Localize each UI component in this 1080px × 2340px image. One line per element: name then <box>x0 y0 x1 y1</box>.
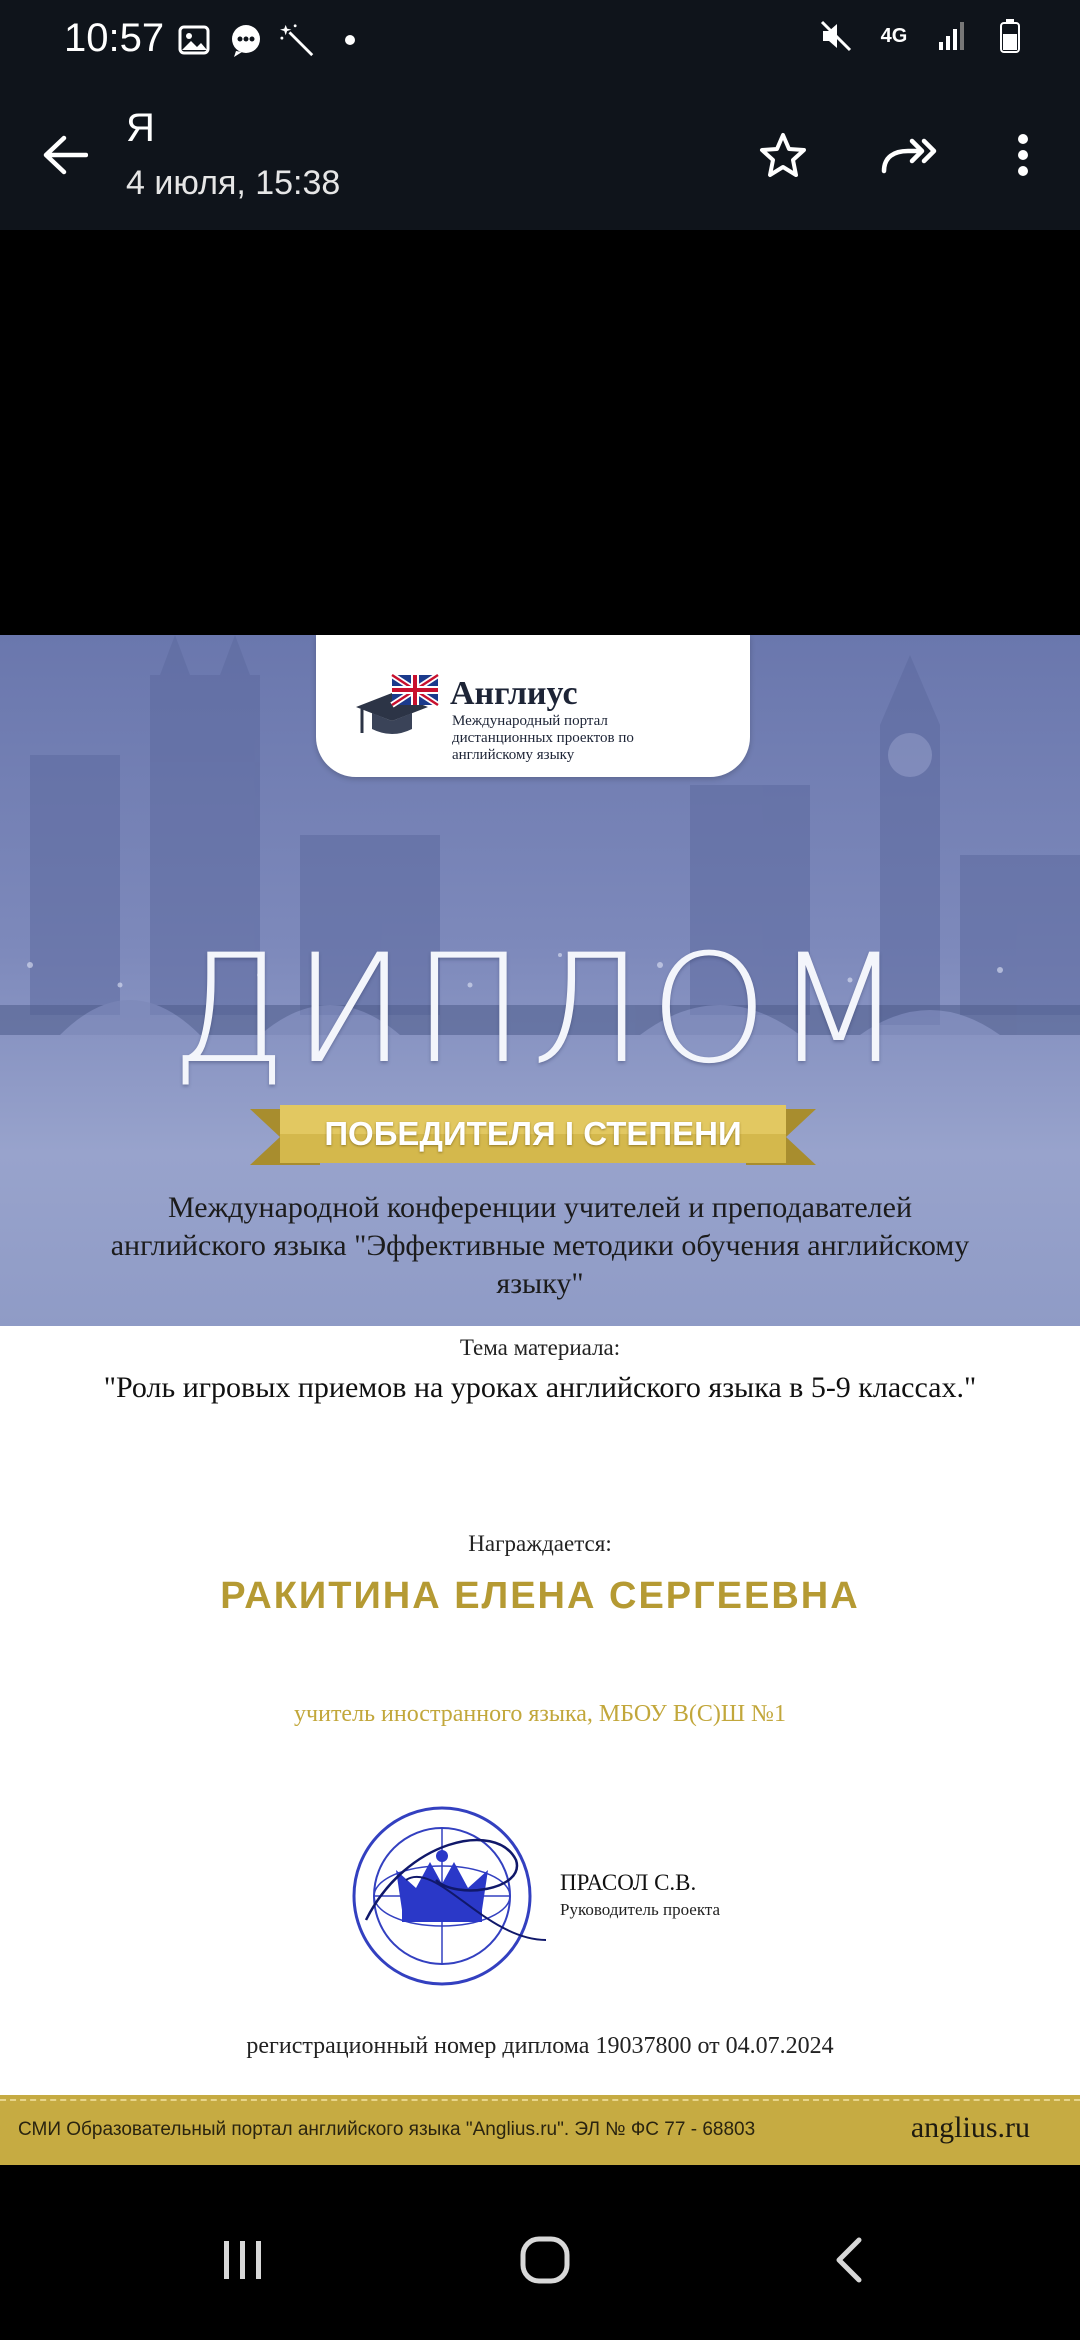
system-status-icons <box>818 18 1028 54</box>
registration-number: регистрационный номер диплома 19037800 от 04.07.2024 <box>246 2033 834 2059</box>
recents-button[interactable] <box>198 2220 288 2300</box>
more-vert-icon <box>1017 133 1029 177</box>
more-options-button[interactable] <box>988 120 1058 190</box>
sent-date: 4 июля, 15:38 <box>126 164 341 202</box>
signer-name: ПРАСОЛ С.В. <box>560 1870 697 1895</box>
sender-name: Я <box>126 106 155 150</box>
topic-text: "Роль игровых приемов на уроках английского языка в 5-9 классах." <box>103 1371 977 1404</box>
graduation-cap-flag-icon <box>352 673 442 745</box>
conference-name: Международной конференции учителей и преподавателей английского языка "Эффективные методики обучения английскому языку" <box>110 1191 970 1300</box>
awardee-position: учитель иностранного языка, МБОУ В(С)Ш №1 <box>294 1701 786 1727</box>
footer-dashed-line <box>0 2099 1080 2101</box>
mute-icon <box>818 18 854 54</box>
diploma-image[interactable] <box>0 635 1080 2165</box>
diploma-title: ДИПЛОМ <box>170 923 910 1097</box>
awardee-name: РАКИТИНА ЕЛЕНА СЕРГЕЕВНА <box>220 1575 860 1617</box>
star-icon <box>759 132 807 178</box>
nav-back-button[interactable] <box>804 2220 894 2300</box>
diploma-header <box>0 635 1080 1326</box>
ribbon-text: ПОБЕДИТЕЛЯ I СТЕПЕНИ <box>324 1115 742 1152</box>
official-seal-stamp <box>346 1800 546 1990</box>
status-bar <box>0 0 1080 80</box>
network-label: 4G <box>880 25 908 47</box>
navigation-bar <box>0 2180 1080 2340</box>
footer-website: anglius.ru <box>910 2111 1030 2144</box>
chat-bubble-icon <box>228 22 264 58</box>
back-arrow-icon <box>42 134 88 176</box>
anglius-logo <box>316 635 750 777</box>
back-button[interactable] <box>30 120 100 190</box>
notification-icons <box>176 22 368 58</box>
magic-wand-icon <box>280 22 316 58</box>
signer-role: Руководитель проекта <box>560 1900 721 1919</box>
topic-label: Тема материала: <box>459 1335 621 1360</box>
share-button[interactable] <box>874 120 944 190</box>
network-4g-icon <box>876 18 912 54</box>
image-icon <box>176 22 212 58</box>
favorite-button[interactable] <box>748 120 818 190</box>
home-button[interactable] <box>500 2220 590 2300</box>
logo-subtitle: Международный портал дистанционных проектов по английскому языку <box>452 713 634 763</box>
recents-icon <box>220 2239 266 2281</box>
logo-title: Англиус <box>450 675 578 712</box>
home-icon <box>519 2235 571 2285</box>
nav-back-icon <box>833 2236 865 2284</box>
status-time: 10:57 <box>64 16 165 60</box>
dot-icon <box>332 22 368 58</box>
signal-icon <box>934 18 970 54</box>
awarded-label: Награждается: <box>468 1531 612 1556</box>
footer-media-info: СМИ Образовательный портал английского языка "Anglius.ru". ЭЛ № ФС 77 - 68803 <box>18 2119 756 2140</box>
share-icon <box>880 135 938 175</box>
battery-icon <box>992 18 1028 54</box>
image-viewer[interactable] <box>0 230 1080 2180</box>
app-bar <box>0 80 1080 230</box>
diploma-footer <box>0 2095 1080 2165</box>
